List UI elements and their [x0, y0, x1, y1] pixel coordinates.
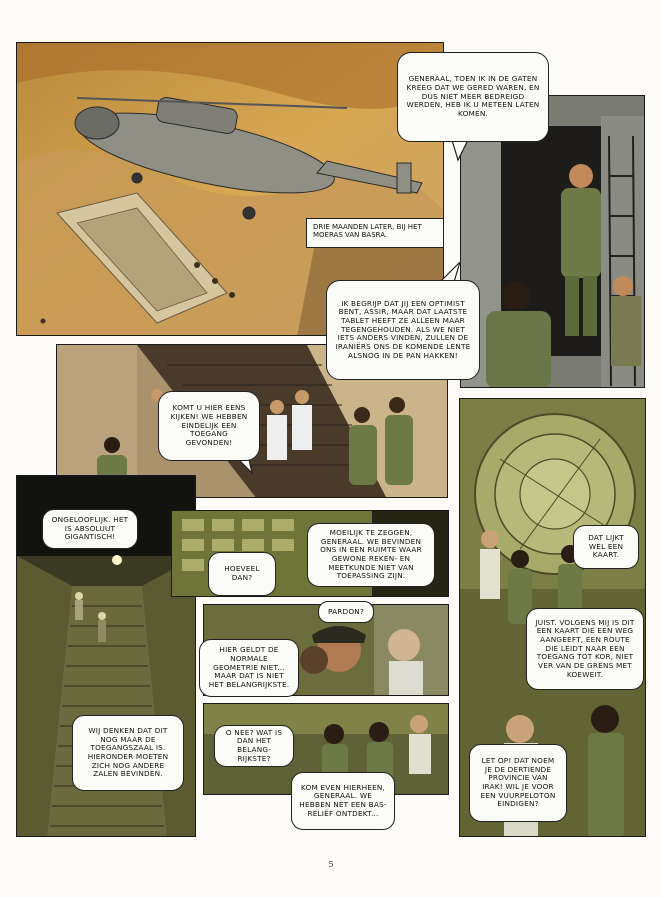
caption-time-location: DRIE MAANDEN LATER, BIJ HET MOERAS VAN BASRA. — [306, 218, 444, 248]
speech-bubble-hard-to-say: MOEILIJK TE ZEGGEN, GENERAAL. WE BEVINDEN ONS IN EEN RUIMTE WAAR GEWONE REKEN- EN MEETKUNDE NIET VAN TOEPASSING ZIJN. — [307, 523, 435, 587]
speech-bubble-geometry: HIER GELDT DE NORMALE GEOMETRIE NIET... MAAR DAT IS NIET HET BELANGRIJKSTE. — [199, 639, 299, 697]
speech-bubble-pardon: PARDON? — [318, 601, 374, 623]
speech-bubble-bas-relief: KOM EVEN HIERHEEN, GENERAAL. WE HEBBEN NET EEN BAS-RELIËF ONTDEKT... — [291, 772, 395, 830]
speech-bubble-found-entrance: KOMT U HIER EENS KIJKEN! WE HEBBEN EINDELIJK EEN TOEGANG GEVONDEN! — [158, 391, 260, 461]
speech-bubble-route-to-kor: JUIST. VOLGENS MIJ IS DIT EEN KAART DIE EEN WEG AANGEEFT, EEN ROUTE DIE LEIDT NAAR EEN TOEGANG TOT KOR, NIET VER VAN DE GRENS MET KOEWEIT. — [526, 608, 644, 690]
speech-bubble-entrance-hall: WIJ DENKEN DAT DIT NOG MAAR DE TOEGANGSZAAL IS. HIERONDER MOETEN ZICH NOG ANDERE ZALEN BEVINDEN. — [72, 715, 184, 791]
speech-bubble-optimist: IK BEGRIJP DAT JIJ EEN OPTIMIST BENT, ASSIR, MAAR DAT LAATSTE TABLET HEEFT ZE ALLEEN MAAR TEGENGEHOUDEN. ALS WE NIET IETS ANDERS VINDEN, ZULLEN DE IRANIËRS ONS DE KOMENDE LENTE ALSNOG IN DE PAN HAKKEN! — [326, 280, 480, 380]
speech-tail — [450, 140, 470, 162]
speech-bubble-how-many: HOEVEEL DAN? — [208, 552, 276, 596]
speech-bubble-most-important: O NEE? WAT IS DAN HET BELANGRIJKSTE? — [214, 725, 294, 767]
speech-bubble-looks-like-map: DAT LIJKT WEL EEN KAART. — [573, 525, 639, 569]
speech-bubble-general-called: GENERAAL, TOEN IK IN DE GATEN KREEG DAT WE GERED WAREN, EN DUS NIET MEER BEDREIGD WERDEN, HEB IK U METEEN LATEN KOMEN. — [397, 52, 549, 142]
page-number: 5 — [328, 860, 334, 869]
speech-bubble-thirteenth-province: LET OP! DAT NOEM JE DE DERTIENDE PROVINCIE VAN IRAK! WIL JE VOOR EEN VUURPELOTON EINDIGEN? — [469, 744, 567, 822]
speech-bubble-gigantic: ONGELOOFLIJK. HET IS ABSOLUUT GIGANTISCH! — [42, 509, 138, 549]
